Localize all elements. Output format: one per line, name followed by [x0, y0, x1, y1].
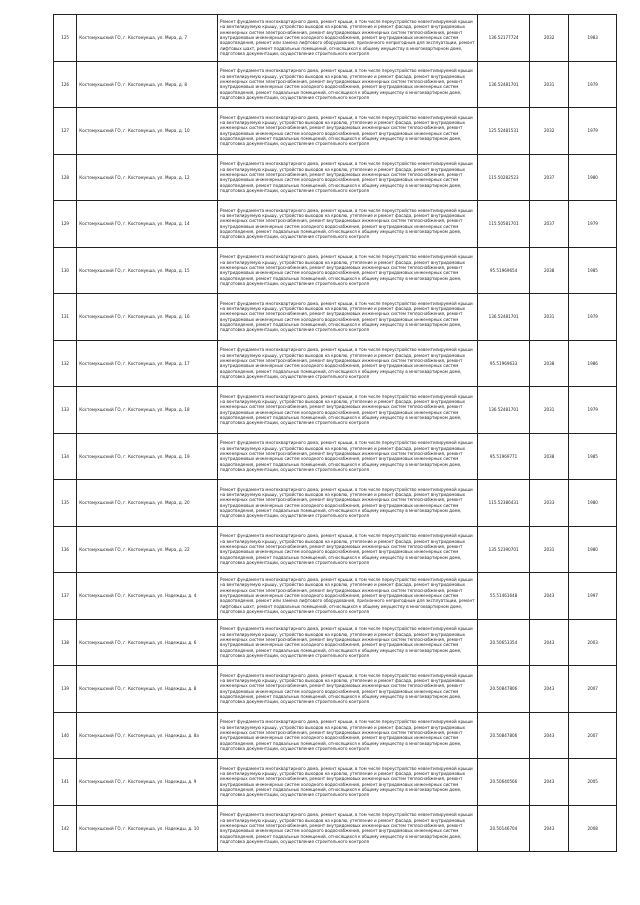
address-cell: Костомукшский ГО, г. Костомукша, ул. Мира, д. 14 — [77, 201, 218, 248]
built-year-cell: 1985 — [569, 433, 617, 480]
works-text: Ремонт фундамента многоквартирного дома, ремонт крыши, в том числе переустройство невентилируемой крыши на вентилируемую крышу, устройство выходов на кровлю, утепление и ремонт фасада, ремонт внутридомовых инженерных систем электроснабжения, ремонт внутридомовых инженерных систем теплоснабжения, ремонт внутридомовых инженерных систем холодного водоснабжения, ремонт внутридомовых инженерных систем водоотведения, ремонт подвальных помещений, относящихся к общему имуществу в многоквартирном доме, подготовка документации, осуществление строительного контроля — [220, 719, 473, 751]
capital-repair-table — [53, 14, 617, 852]
works-text: Ремонт фундамента многоквартирного дома, ремонт крыши, в том числе переустройство невентилируемой крыши на вентилируемую крышу, устройство выходов на кровлю, утепление и ремонт фасада, ремонт внутридомовых инженерных систем электроснабжения, ремонт внутридомовых инженерных систем теплоснабжения, ремонт внутридомовых инженерных систем холодного водоснабжения, ремонт внутридомовых инженерных систем водоотведения, ремонт или замена лифтового оборудования, признанного непригодным для эксплуатации, ремонт лифтовых шахт, ремонт подвальных помещений, относящихся к общему имуществу в многоквартирном доме, подготовка документации, осуществление строительного контроля — [220, 577, 475, 615]
works-text: Ремонт фундамента многоквартирного дома, ремонт крыши, в том числе переустройство невентилируемой крыши на вентилируемую крышу, устройство выходов на кровлю, утепление и ремонт фасада, ремонт внутридомовых инженерных систем электроснабжения, ремонт внутридомовых инженерных систем теплоснабжения, ремонт внутридомовых инженерных систем холодного водоснабжения, ремонт внутридомовых инженерных систем водоотведения, ремонт подвальных помещений, относящихся к общему имуществу в многоквартирном доме, подготовка документации, осуществление строительного контроля — [220, 486, 473, 519]
planned-year-cell: 2032 — [529, 108, 568, 155]
table-row — [54, 15, 617, 62]
row-number-cell: 134 — [54, 433, 77, 480]
works-cell — [218, 619, 478, 666]
planned-year-cell: 2038 — [529, 247, 568, 294]
table-row — [54, 805, 617, 852]
address-cell: Костомукшский ГО, г. Костомукша, ул. Мира, д. 15 — [77, 247, 218, 294]
works-text: Ремонт фундамента многоквартирного дома, ремонт крыши, в том числе переустройство невентилируемой крыши на вентилируемую крышу, устройство выходов на кровлю, утепление и ремонт фасада, ремонт внутридомовых инженерных систем электроснабжения, ремонт внутридомовых инженерных систем теплоснабжения, ремонт внутридомовых инженерных систем холодного водоснабжения, ремонт внутридомовых инженерных систем водоотведения, ремонт подвальных помещений, относящихся к общему имуществу в многоквартирном доме, подготовка документации, осуществление строительного контроля — [220, 300, 473, 333]
cost-cell: 20.50146704 — [478, 805, 530, 852]
works-text: Ремонт фундамента многоквартирного дома, ремонт крыши, в том числе переустройство невентилируемой крыши на вентилируемую крышу, устройство выходов на кровлю, утепление и ремонт фасада, ремонт внутридомовых инженерных систем электроснабжения, ремонт внутридомовых инженерных систем теплоснабжения, ремонт внутридомовых инженерных систем холодного водоснабжения, ремонт внутридомовых инженерных систем водоотведения, ремонт подвальных помещений, относящихся к общему имуществу в многоквартирном доме, подготовка документации, осуществление строительного контроля — [220, 207, 473, 240]
planned-year-cell: 2031 — [529, 526, 568, 573]
cost-cell: 20.50653354 — [478, 619, 530, 666]
planned-year-cell: 2037 — [529, 201, 568, 248]
table-row — [54, 480, 617, 527]
built-year-cell: 1983 — [569, 15, 617, 62]
document-page — [53, 14, 617, 852]
row-number-cell: 139 — [54, 666, 77, 713]
built-year-cell: 1979 — [569, 201, 617, 248]
planned-year-cell: 2043 — [529, 712, 568, 759]
built-year-cell: 2005 — [569, 759, 617, 806]
built-year-cell: 2007 — [569, 712, 617, 759]
row-number-cell: 126 — [54, 61, 77, 108]
table-row — [54, 666, 617, 713]
table-row — [54, 247, 617, 294]
address-cell: Костомукшский ГО, г. Костомукша, ул. Мира, д. 18 — [77, 387, 218, 434]
works-cell — [218, 387, 478, 434]
address-cell: Костомукшский ГО, г. Костомукша, ул. Надежды, д. 9 — [77, 759, 218, 806]
address-cell: Костомукшский ГО, г. Костомукша, ул. Мира, д. 20 — [77, 480, 218, 527]
cost-cell: 136.52481701 — [478, 387, 530, 434]
row-number-cell: 127 — [54, 108, 77, 155]
table-row — [54, 433, 617, 480]
table-row — [54, 154, 617, 201]
works-text: Ремонт фундамента многоквартирного дома, ремонт крыши, в том числе переустройство невентилируемой крыши на вентилируемую крышу, устройство выходов на кровлю, утепление и ремонт фасада, ремонт внутридомовых инженерных систем электроснабжения, ремонт внутридомовых инженерных систем теплоснабжения, ремонт внутридомовых инженерных систем холодного водоснабжения, ремонт внутридомовых инженерных систем водоотведения, ремонт подвальных помещений, относящихся к общему имуществу в многоквартирном доме, подготовка документации, осуществление строительного контроля — [220, 161, 473, 193]
address-cell: Костомукшский ГО, г. Костомукша, ул. Мира, д. 16 — [77, 294, 218, 341]
planned-year-cell: 2031 — [529, 294, 568, 341]
works-text: Ремонт фундамента многоквартирного дома, ремонт крыши, в том числе переустройство невентилируемой крыши на вентилируемую крышу, устройство выходов на кровлю, утепление и ремонт фасада, ремонт внутридомовых инженерных систем электроснабжения, ремонт внутридомовых инженерных систем теплоснабжения, ремонт внутридомовых инженерных систем холодного водоснабжения, ремонт внутридомовых инженерных систем водоотведения, ремонт или замена лифтового оборудования, признанного непригодным для эксплуатации, ремонт лифтовых шахт, ремонт подвальных помещений, относящихся к общему имуществу в многоквартирном доме, подготовка документации, осуществление строительного контроля — [220, 19, 475, 57]
address-cell: Костомукшский ГО, г. Костомукша, ул. Надежды, д. 4 — [77, 573, 218, 620]
works-text: Ремонт фундамента многоквартирного дома, ремонт крыши, в том числе переустройство невентилируемой крыши на вентилируемую крышу, устройство выходов на кровлю, утепление и ремонт фасада, ремонт внутридомовых инженерных систем электроснабжения, ремонт внутридомовых инженерных систем теплоснабжения, ремонт внутридомовых инженерных систем холодного водоснабжения, ремонт внутридомовых инженерных систем водоотведения, ремонт подвальных помещений, относящихся к общему имуществу в многоквартирном доме, подготовка документации, осуществление строительного контроля — [220, 812, 473, 844]
cost-cell: 20.50847806 — [478, 666, 530, 713]
row-number-cell: 131 — [54, 294, 77, 341]
works-text: Ремонт фундамента многоквартирного дома, ремонт крыши, в том числе переустройство невентилируемой крыши на вентилируемую крышу, устройство выходов на кровлю, утепление и ремонт фасада, ремонт внутридомовых инженерных систем электроснабжения, ремонт внутридомовых инженерных систем теплоснабжения, ремонт внутридомовых инженерных систем холодного водоснабжения, ремонт внутридомовых инженерных систем водоотведения, ремонт подвальных помещений, относящихся к общему имуществу в многоквартирном доме, подготовка документации, осуществление строительного контроля — [220, 393, 473, 426]
table-row — [54, 619, 617, 666]
works-cell — [218, 15, 478, 62]
address-cell: Костомукшский ГО, г. Костомукша, ул. Мира, д. 7 — [77, 15, 218, 62]
works-cell — [218, 108, 478, 155]
works-text: Ремонт фундамента многоквартирного дома, ремонт крыши, в том числе переустройство невентилируемой крыши на вентилируемую крышу, устройство выходов на кровлю, утепление и ремонт фасада, ремонт внутридомовых инженерных систем электроснабжения, ремонт внутридомовых инженерных систем теплоснабжения, ремонт внутридомовых инженерных систем холодного водоснабжения, ремонт внутридомовых инженерных систем водоотведения, ремонт подвальных помещений, относящихся к общему имуществу в многоквартирном доме, подготовка документации, осуществление строительного контроля — [220, 440, 473, 472]
works-cell — [218, 294, 478, 341]
address-cell: Костомукшский ГО, г. Костомукша, ул. Мира, д. 17 — [77, 340, 218, 387]
cost-cell: 115.50581701 — [478, 201, 530, 248]
cost-cell: 125.52481531 — [478, 108, 530, 155]
built-year-cell: 1986 — [569, 340, 617, 387]
row-number-cell: 128 — [54, 154, 77, 201]
table-row — [54, 108, 617, 155]
cost-cell: 95.51969771 — [478, 433, 530, 480]
works-cell — [218, 480, 478, 527]
built-year-cell: 1979 — [569, 61, 617, 108]
built-year-cell: 2007 — [569, 666, 617, 713]
works-text: Ремонт фундамента многоквартирного дома, ремонт крыши, в том числе переустройство невентилируемой крыши на вентилируемую крышу, устройство выходов на кровлю, утепление и ремонт фасада, ремонт внутридомовых инженерных систем электроснабжения, ремонт внутридомовых инженерных систем теплоснабжения, ремонт внутридомовых инженерных систем холодного водоснабжения, ремонт внутридомовых инженерных систем водоотведения, ремонт подвальных помещений, относящихся к общему имуществу в многоквартирном доме, подготовка документации, осуществление строительного контроля — [220, 114, 473, 147]
works-cell — [218, 666, 478, 713]
built-year-cell: 1997 — [569, 573, 617, 620]
built-year-cell: 1979 — [569, 294, 617, 341]
works-text: Ремонт фундамента многоквартирного дома, ремонт крыши, в том числе переустройство невентилируемой крыши на вентилируемую крышу, устройство выходов на кровлю, утепление и ремонт фасада, ремонт внутридомовых инженерных систем электроснабжения, ремонт внутридомовых инженерных систем теплоснабжения, ремонт внутридомовых инженерных систем холодного водоснабжения, ремонт внутридомовых инженерных систем водоотведения, ремонт подвальных помещений, относящихся к общему имуществу в многоквартирном доме, подготовка документации, осуществление строительного контроля — [220, 347, 473, 379]
row-number-cell: 142 — [54, 805, 77, 852]
works-cell — [218, 759, 478, 806]
works-text: Ремонт фундамента многоквартирного дома, ремонт крыши, в том числе переустройство невентилируемой крыши на вентилируемую крышу, устройство выходов на кровлю, утепление и ремонт фасада, ремонт внутридомовых инженерных систем электроснабжения, ремонт внутридомовых инженерных систем теплоснабжения, ремонт внутридомовых инженерных систем холодного водоснабжения, ремонт внутридомовых инженерных систем водоотведения, ремонт подвальных помещений, относящихся к общему имуществу в многоквартирном доме, подготовка документации, осуществление строительного контроля — [220, 765, 473, 798]
built-year-cell: 2008 — [569, 805, 617, 852]
works-cell — [218, 154, 478, 201]
built-year-cell: 1980 — [569, 154, 617, 201]
row-number-cell: 130 — [54, 247, 77, 294]
planned-year-cell: 2043 — [529, 619, 568, 666]
address-cell: Костомукшский ГО, г. Костомукша, ул. Надежды, д. 8 — [77, 666, 218, 713]
built-year-cell: 1980 — [569, 480, 617, 527]
table-row — [54, 712, 617, 759]
works-cell — [218, 340, 478, 387]
built-year-cell: 1985 — [569, 247, 617, 294]
address-cell: Костомукшский ГО, г. Костомукша, ул. Мира, д. 19 — [77, 433, 218, 480]
works-cell — [218, 61, 478, 108]
planned-year-cell: 2043 — [529, 666, 568, 713]
works-text: Ремонт фундамента многоквартирного дома, ремонт крыши, в том числе переустройство невентилируемой крыши на вентилируемую крышу, устройство выходов на кровлю, утепление и ремонт фасада, ремонт внутридомовых инженерных систем электроснабжения, ремонт внутридомовых инженерных систем теплоснабжения, ремонт внутридомовых инженерных систем холодного водоснабжения, ремонт внутридомовых инженерных систем водоотведения, ремонт подвальных помещений, относящихся к общему имуществу в многоквартирном доме, подготовка документации, осуществление строительного контроля — [220, 672, 473, 705]
table-body — [54, 15, 617, 852]
cost-cell: 135.52390701 — [478, 526, 530, 573]
works-cell — [218, 433, 478, 480]
cost-cell: 95.51969633 — [478, 340, 530, 387]
built-year-cell: 1979 — [569, 108, 617, 155]
works-cell — [218, 712, 478, 759]
address-cell: Костомукшский ГО, г. Костомукша, ул. Мира, д. 22 — [77, 526, 218, 573]
table-row — [54, 61, 617, 108]
cost-cell: 136.52481701 — [478, 61, 530, 108]
cost-cell: 136.52177724 — [478, 15, 530, 62]
address-cell: Костомукшский ГО, г. Костомукша, ул. Надежды, д. 8а — [77, 712, 218, 759]
works-cell — [218, 573, 478, 620]
built-year-cell: 1979 — [569, 387, 617, 434]
cost-cell: 115.50282523 — [478, 154, 530, 201]
cost-cell: 20.50640566 — [478, 759, 530, 806]
works-cell — [218, 526, 478, 573]
planned-year-cell: 2031 — [529, 61, 568, 108]
works-text: Ремонт фундамента многоквартирного дома, ремонт крыши, в том числе переустройство невентилируемой крыши на вентилируемую крышу, устройство выходов на кровлю, утепление и ремонт фасада, ремонт внутридомовых инженерных систем электроснабжения, ремонт внутридомовых инженерных систем теплоснабжения, ремонт внутридомовых инженерных систем холодного водоснабжения, ремонт внутридомовых инженерных систем водоотведения, ремонт подвальных помещений, относящихся к общему имуществу в многоквартирном доме, подготовка документации, осуществление строительного контроля — [220, 626, 473, 658]
table-row — [54, 201, 617, 248]
cost-cell: 95.51969654 — [478, 247, 530, 294]
planned-year-cell: 2043 — [529, 573, 568, 620]
row-number-cell: 138 — [54, 619, 77, 666]
row-number-cell: 133 — [54, 387, 77, 434]
cost-cell: 20.50847806 — [478, 712, 530, 759]
works-text: Ремонт фундамента многоквартирного дома, ремонт крыши, в том числе переустройство невентилируемой крыши на вентилируемую крышу, устройство выходов на кровлю, утепление и ремонт фасада, ремонт внутридомовых инженерных систем электроснабжения, ремонт внутридомовых инженерных систем теплоснабжения, ремонт внутридомовых инженерных систем холодного водоснабжения, ремонт внутридомовых инженерных систем водоотведения, ремонт подвальных помещений, относящихся к общему имуществу в многоквартирном доме, подготовка документации, осуществление строительного контроля — [220, 533, 473, 565]
row-number-cell: 136 — [54, 526, 77, 573]
address-cell: Костомукшский ГО, г. Костомукша, ул. Надежды, д. 6 — [77, 619, 218, 666]
planned-year-cell: 2031 — [529, 387, 568, 434]
works-cell — [218, 805, 478, 852]
planned-year-cell: 2038 — [529, 433, 568, 480]
cost-cell: 55.51461648 — [478, 573, 530, 620]
table-row — [54, 573, 617, 620]
cost-cell: 136.52481701 — [478, 294, 530, 341]
row-number-cell: 140 — [54, 712, 77, 759]
row-number-cell: 141 — [54, 759, 77, 806]
address-cell: Костомукшский ГО, г. Костомукша, ул. Мира, д. 10 — [77, 108, 218, 155]
planned-year-cell: 2038 — [529, 340, 568, 387]
planned-year-cell: 2043 — [529, 805, 568, 852]
planned-year-cell: 2037 — [529, 154, 568, 201]
row-number-cell: 135 — [54, 480, 77, 527]
row-number-cell: 132 — [54, 340, 77, 387]
works-cell — [218, 201, 478, 248]
row-number-cell: 129 — [54, 201, 77, 248]
table-row — [54, 294, 617, 341]
address-cell: Костомукшский ГО, г. Костомукша, ул. Надежды, д. 10 — [77, 805, 218, 852]
works-text: Ремонт фундамента многоквартирного дома, ремонт крыши, в том числе переустройство невентилируемой крыши на вентилируемую крышу, устройство выходов на кровлю, утепление и ремонт фасада, ремонт внутридомовых инженерных систем электроснабжения, ремонт внутридомовых инженерных систем теплоснабжения, ремонт внутридомовых инженерных систем холодного водоснабжения, ремонт внутридомовых инженерных систем водоотведения, ремонт подвальных помещений, относящихся к общему имуществу в многоквартирном доме, подготовка документации, осуществление строительного контроля — [220, 68, 473, 100]
address-cell: Костомукшский ГО, г. Костомукша, ул. Мира, д. 12 — [77, 154, 218, 201]
cost-cell: 115.52386431 — [478, 480, 530, 527]
address-cell: Костомукшский ГО, г. Костомукша, ул. Мира, д. 8 — [77, 61, 218, 108]
built-year-cell: 1980 — [569, 526, 617, 573]
planned-year-cell: 2033 — [529, 480, 568, 527]
planned-year-cell: 2043 — [529, 759, 568, 806]
planned-year-cell: 2032 — [529, 15, 568, 62]
row-number-cell: 137 — [54, 573, 77, 620]
row-number-cell: 125 — [54, 15, 77, 62]
table-row — [54, 387, 617, 434]
table-row — [54, 340, 617, 387]
built-year-cell: 2003 — [569, 619, 617, 666]
table-row — [54, 759, 617, 806]
works-text: Ремонт фундамента многоквартирного дома, ремонт крыши, в том числе переустройство невентилируемой крыши на вентилируемую крышу, устройство выходов на кровлю, утепление и ремонт фасада, ремонт внутридомовых инженерных систем электроснабжения, ремонт внутридомовых инженерных систем теплоснабжения, ремонт внутридомовых инженерных систем холодного водоснабжения, ремонт внутридомовых инженерных систем водоотведения, ремонт подвальных помещений, относящихся к общему имуществу в многоквартирном доме, подготовка документации, осуществление строительного контроля — [220, 254, 473, 286]
works-cell — [218, 247, 478, 294]
table-row — [54, 526, 617, 573]
